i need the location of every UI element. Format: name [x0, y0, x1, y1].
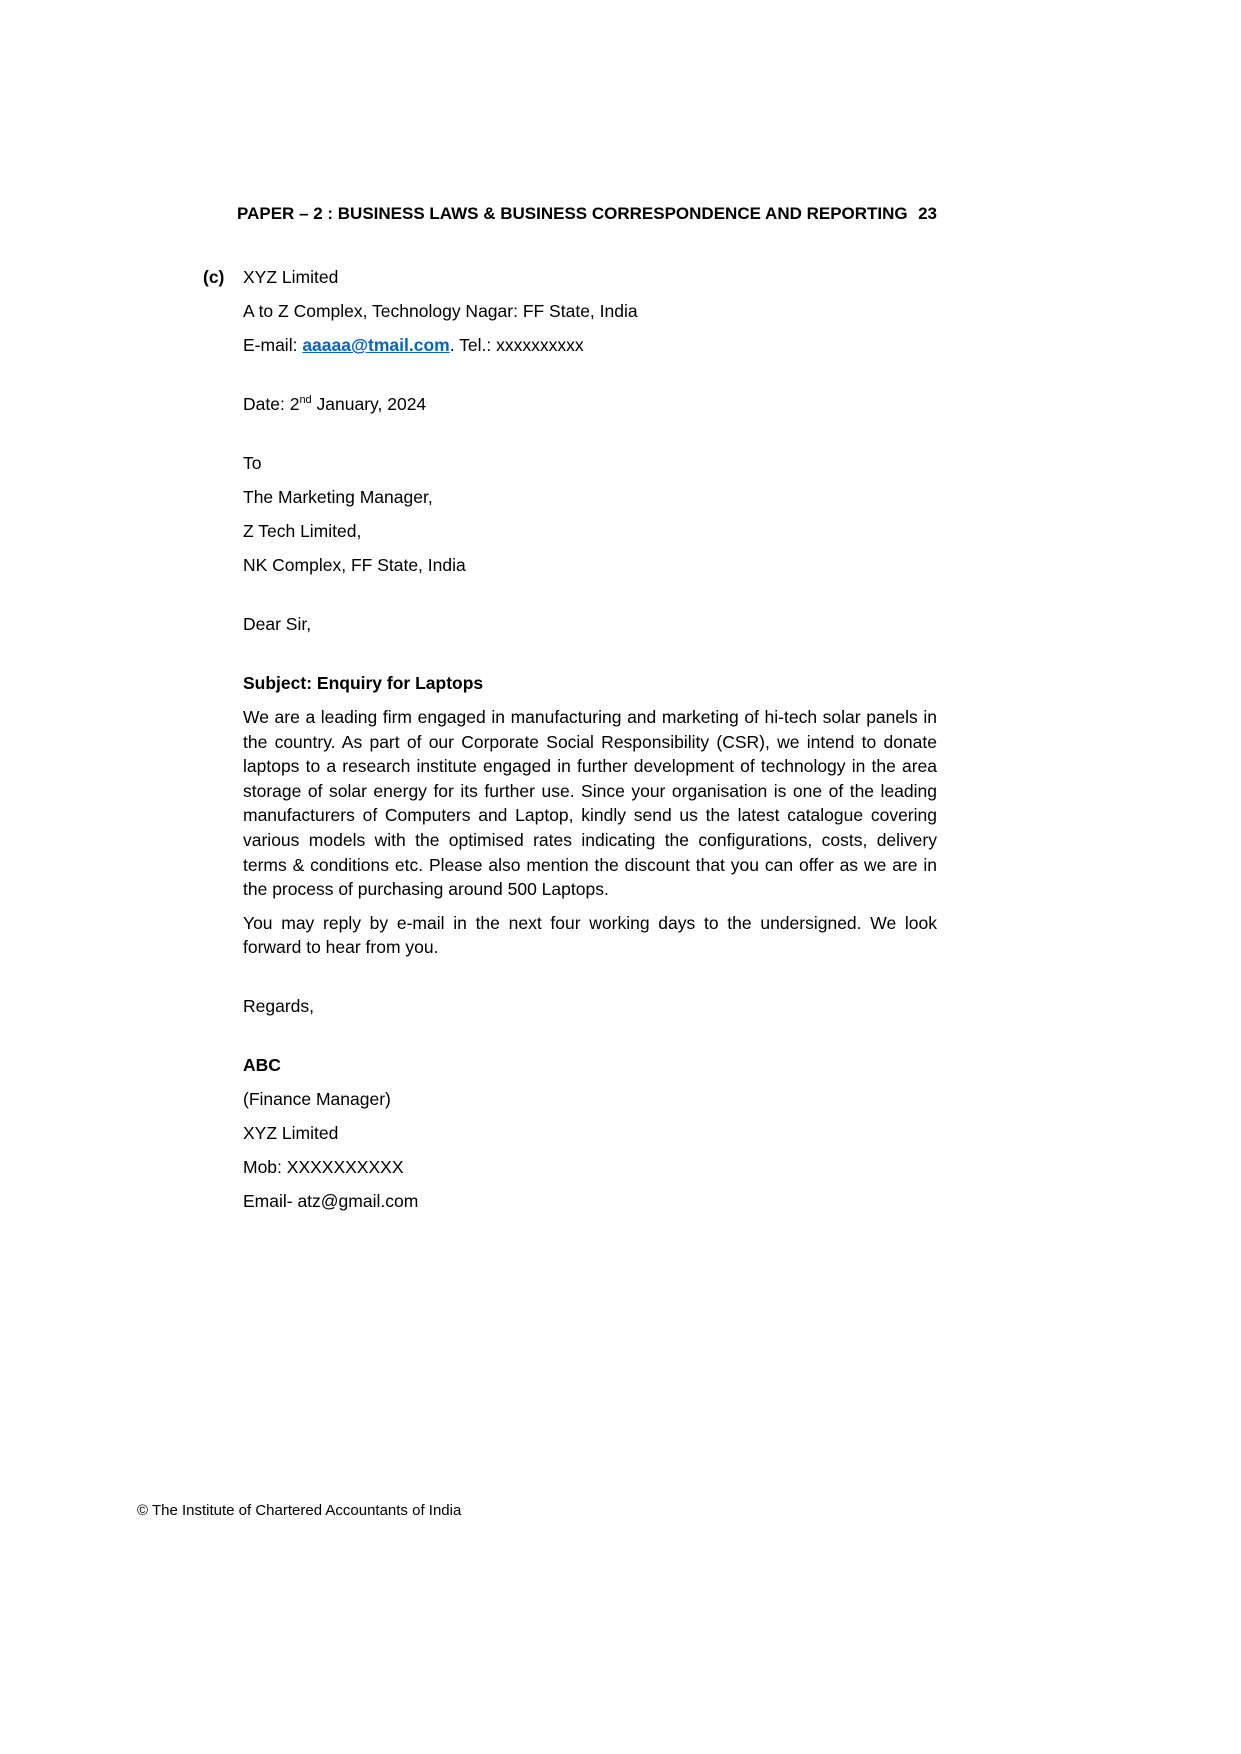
signature-line: Email- atz@gmail.com — [243, 1190, 419, 1211]
sender-name: XYZ Limited — [243, 267, 339, 287]
recipient-line: Z Tech Limited, — [243, 521, 362, 541]
signature-line: (Finance Manager) — [243, 1088, 391, 1109]
header-title: PAPER – 2 : BUSINESS LAWS & BUSINESS CORRESPONDENCE AND REPORTING — [237, 204, 908, 223]
signature-line: Mob: XXXXXXXXXX — [243, 1156, 404, 1177]
page-header — [237, 204, 937, 224]
body-paragraph: We are a leading firm engaged in manufacturing and marketing of hi-tech solar panels in the country. As part of our Corporate Social Responsibility (CSR), we intend to donate laptops to a research institute engaged in further development of technology in the area storage of solar energy for its further use. Since your organisation is one of the leading manufacturers of Computers and Laptop, kindly send us the latest catalogue covering various models with the optimised rates indicating the configurations, costs, delivery terms & conditions etc. Please also mention the discount that you can offer as we are in the process of purchasing around 500 Laptops. — [243, 707, 937, 900]
recipient-line: The Marketing Manager, — [243, 487, 433, 507]
date-ordinal: nd — [299, 394, 312, 407]
date-prefix: Date: 2 — [243, 394, 300, 414]
telephone-text: . Tel.: xxxxxxxxxx — [449, 335, 584, 355]
email-link[interactable]: aaaaa@tmail.com — [302, 335, 450, 355]
list-item-label: (c) — [203, 267, 225, 287]
closing: Regards, — [243, 995, 315, 1016]
page-number: 23 — [918, 204, 937, 223]
sender-address: A to Z Complex, Technology Nagar: FF State, India — [243, 301, 638, 321]
signature-name: ABC — [243, 1054, 281, 1075]
date-line — [203, 392, 937, 417]
email-label: E-mail: — [243, 335, 303, 355]
letter-body — [203, 265, 937, 1223]
copyright-footer: © The Institute of Chartered Accountants of India — [137, 1502, 462, 1519]
salutation: Dear Sir, — [243, 614, 312, 634]
signature-line: XYZ Limited — [243, 1122, 339, 1143]
recipient-line: NK Complex, FF State, India — [243, 555, 466, 575]
body-paragraph: You may reply by e-mail in the next four working days to the undersigned. We look forward to hear from you. — [243, 912, 937, 958]
date-suffix: January, 2024 — [311, 394, 427, 414]
sender-contact-line — [203, 333, 937, 358]
subject-line: Subject: Enquiry for Laptops — [243, 673, 484, 693]
recipient-to: To — [243, 453, 262, 473]
sender-name-row — [203, 265, 937, 290]
